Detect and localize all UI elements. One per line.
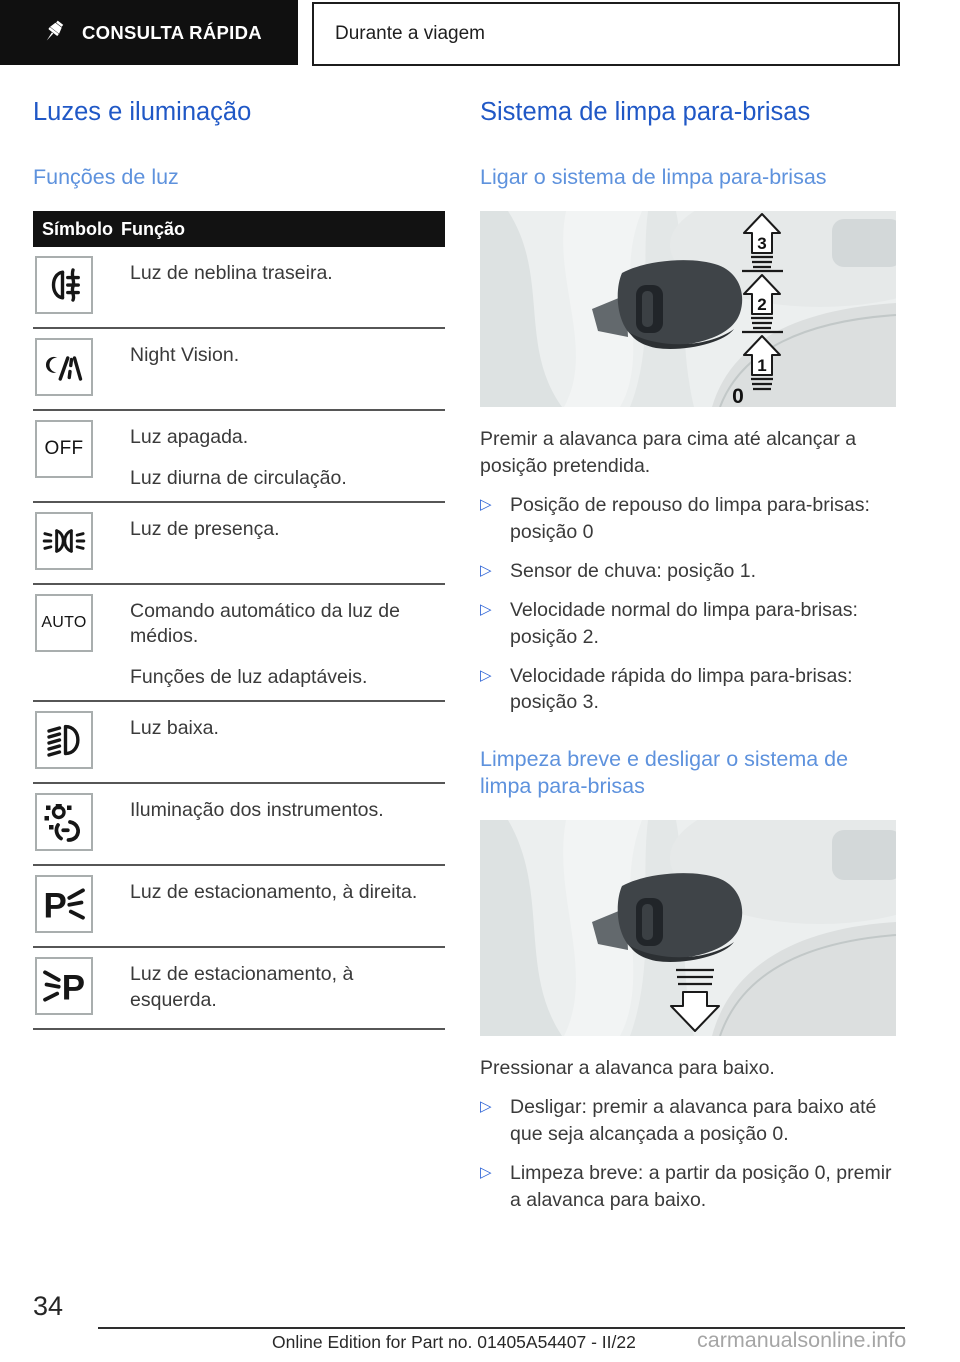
- auto-label: AUTO: [41, 613, 87, 631]
- parking-light-right-icon: [35, 875, 93, 933]
- list-item: ▷ Velocidade rápida do limpa para-brisas: posição 3.: [480, 663, 905, 717]
- section-title-lights: Luzes e iluminação: [33, 98, 252, 126]
- bullet-triangle-icon: [480, 558, 510, 585]
- svg-text:P: P: [61, 968, 85, 1006]
- left-column: [33, 98, 445, 1030]
- table-row: [33, 329, 445, 411]
- function-text: Luz de estacionamento, à direita.: [130, 880, 418, 903]
- subsection-wipers-off: Limpeza breve e desligar o sistema de limpa para-brisas: [480, 747, 849, 799]
- column-header-symbol: Símbolo: [42, 218, 113, 239]
- table-row: [33, 702, 445, 784]
- section-title-wipers: Sistema de limpa para-brisas: [480, 98, 811, 126]
- table-row: [33, 503, 445, 585]
- position-label-0: 0: [732, 385, 744, 408]
- wipers-on-bullets: [480, 492, 905, 716]
- table-row: [33, 948, 445, 1030]
- bullet-triangle-icon: [480, 663, 510, 717]
- list-item: ▷ Posição de repouso do limpa para-brisas: posição 0: [480, 492, 905, 546]
- bullet-triangle-icon: [480, 1094, 510, 1148]
- function-text: Luz de neblina traseira.: [130, 262, 333, 285]
- function-text: Night Vision.: [130, 344, 240, 367]
- light-functions-table: [33, 211, 445, 1030]
- quick-reference-label: CONSULTA RÁPIDA: [82, 21, 262, 43]
- quick-reference-badge: [0, 0, 298, 65]
- auto-headlights-icon: [35, 594, 93, 652]
- list-item: ▷ Velocidade normal do limpa para-brisas: posição 2.: [480, 597, 905, 651]
- function-text: Luz de presença.: [130, 517, 280, 540]
- position-label-2: 2: [757, 295, 767, 315]
- function-text: Iluminação dos instrumentos.: [130, 798, 384, 821]
- column-header-function: Função: [121, 218, 186, 239]
- svg-text:P: P: [43, 886, 67, 924]
- wipers-on-paragraph: Premir a alavanca para cima até alcançar a posição pretendida.: [480, 428, 857, 478]
- rear-fog-light-icon: [35, 256, 93, 314]
- position-label-3: 3: [757, 234, 767, 254]
- watermark-text: carmanualsonline.info: [697, 1328, 907, 1352]
- chapter-tab: [312, 2, 900, 66]
- list-item: ▷ Sensor de chuva: posição 1.: [480, 558, 905, 585]
- table-row: [33, 866, 445, 948]
- off-label: OFF: [44, 438, 84, 460]
- right-column: [480, 98, 905, 1226]
- table-header: [33, 211, 445, 247]
- wiper-stalk-up-figure: [480, 211, 896, 407]
- night-vision-icon: [35, 338, 93, 396]
- table-row: [33, 784, 445, 866]
- wipers-off-bullets: [480, 1094, 905, 1214]
- function-text: Luz apagada.: [130, 426, 249, 449]
- edition-note: Online Edition for Part no. 01405A54407 - II/22: [272, 1332, 636, 1352]
- bullet-triangle-icon: [480, 1160, 510, 1214]
- table-row: [33, 247, 445, 329]
- pushpin-icon: [42, 20, 66, 46]
- page-number: 34: [33, 1291, 64, 1321]
- low-beam-icon: [35, 711, 93, 769]
- chapter-label: Durante a viagem: [335, 23, 485, 44]
- function-text: Luz baixa.: [130, 716, 219, 739]
- lights-off-icon: [35, 420, 93, 478]
- function-text: Comando automático da luz de médios.: [130, 599, 400, 648]
- bullet-triangle-icon: [480, 597, 510, 651]
- list-item: ▷ Desligar: premir a alavanca para baixo até que seja alcançada a posição 0.: [480, 1094, 905, 1148]
- wipers-off-paragraph: Pressionar a alavanca para baixo.: [480, 1057, 775, 1080]
- table-row: [33, 585, 445, 702]
- function-text: Luz de estacionamento, à esquerda.: [130, 962, 354, 1011]
- side-lights-icon: [35, 512, 93, 570]
- position-label-1: 1: [757, 356, 767, 376]
- subsection-wipers-on: Ligar o sistema de limpa para-brisas: [480, 165, 827, 190]
- parking-light-left-icon: [35, 957, 93, 1015]
- wiper-stalk-down-figure: [480, 820, 896, 1036]
- subsection-light-functions: Funções de luz: [33, 165, 179, 190]
- function-text: Luz diurna de circulação.: [130, 466, 347, 489]
- table-row: [33, 411, 445, 502]
- bullet-triangle-icon: [480, 492, 510, 546]
- list-item: ▷ Limpeza breve: a partir da posição 0, premir a alavanca para baixo.: [480, 1160, 905, 1214]
- function-text: Funções de luz adaptáveis.: [130, 666, 368, 689]
- instrument-lighting-icon: [35, 793, 93, 851]
